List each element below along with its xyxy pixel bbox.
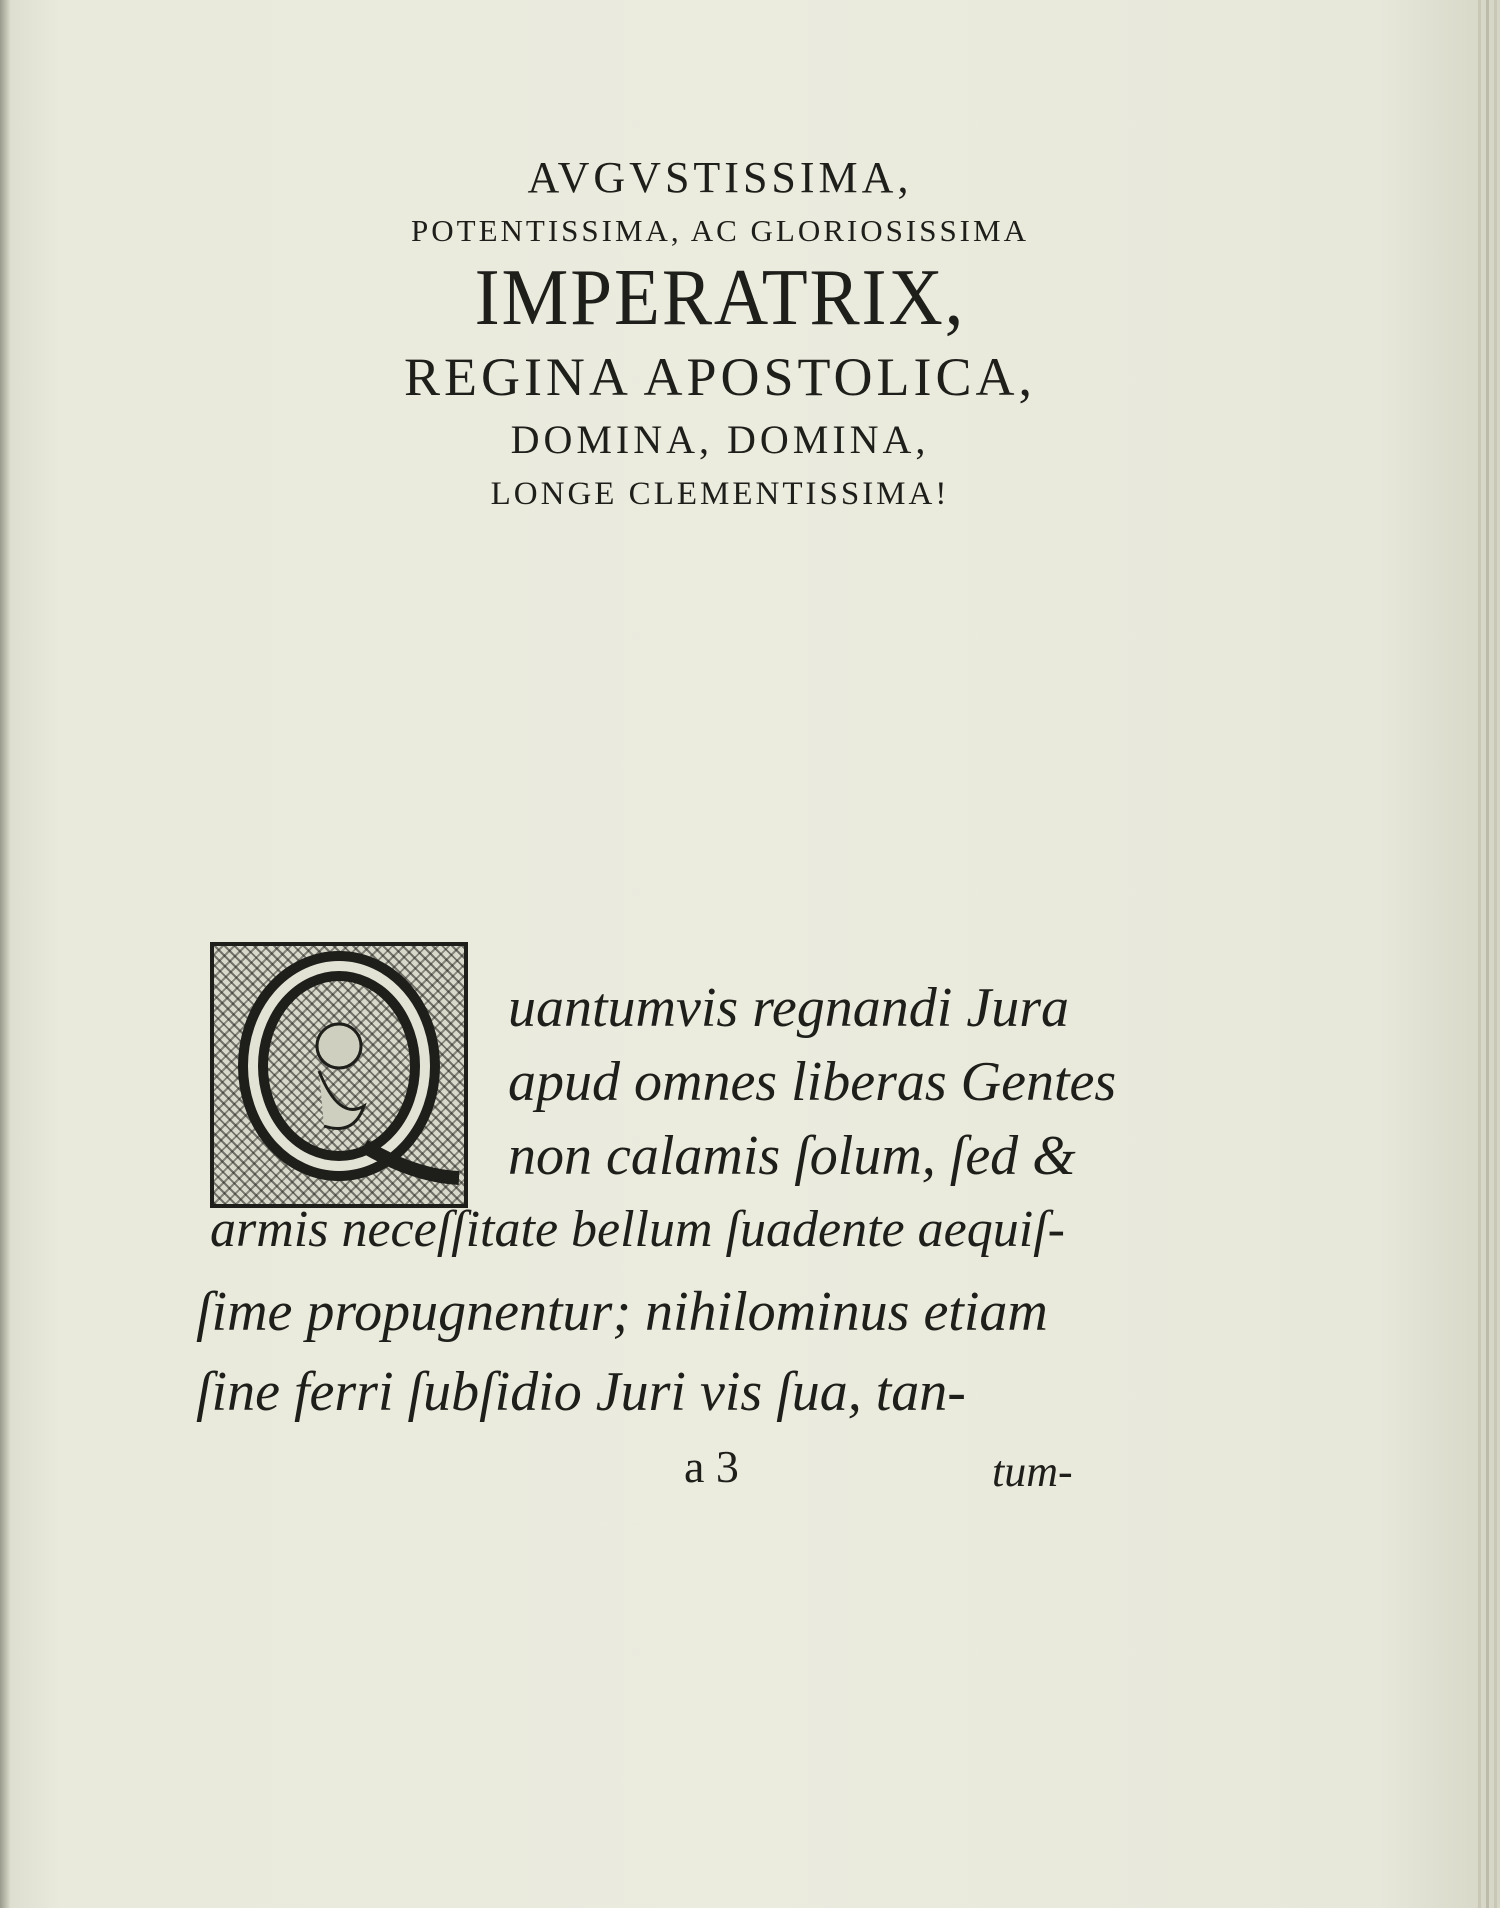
- body-line-3: non calamis ſolum, ſed &: [508, 1125, 1076, 1187]
- title-line-1: AVGVSTISSIMA,: [527, 153, 913, 202]
- title-line-4: REGINA APOSTOLICA,: [403, 347, 1037, 407]
- page-edge: [1486, 0, 1489, 1908]
- title-line-2: POTENTISSIMA, AC GLORIOSISSIMA: [411, 213, 1029, 248]
- title-line-5: DOMINA, DOMINA,: [510, 417, 930, 462]
- body-line-4: armis neceſſitate bellum ſuadente aequiſ-: [210, 1201, 1065, 1258]
- body-line-6: ſine ferri ſubſidio Juri vis ſua, tan-: [196, 1361, 966, 1423]
- body-line-2: apud omnes liberas Gentes: [508, 1051, 1117, 1113]
- title-line-3: IMPERATRIX,: [474, 254, 966, 342]
- initial-ornament: [214, 946, 464, 1204]
- decorated-initial-q-icon: [210, 942, 468, 1208]
- signature-mark: a 3: [684, 1441, 739, 1492]
- body-line-5: ſime propugnentur; nihilominus etiam: [196, 1281, 1048, 1343]
- catchword: tum-: [992, 1447, 1073, 1496]
- page-edge: [1478, 0, 1481, 1908]
- body-line-1: uantumvis regnandi Jura: [508, 977, 1069, 1039]
- title-line-6: LONGE CLEMENTISSIMA!: [490, 476, 950, 512]
- page-edge: [1494, 0, 1497, 1908]
- title-block: [0, 148, 1440, 520]
